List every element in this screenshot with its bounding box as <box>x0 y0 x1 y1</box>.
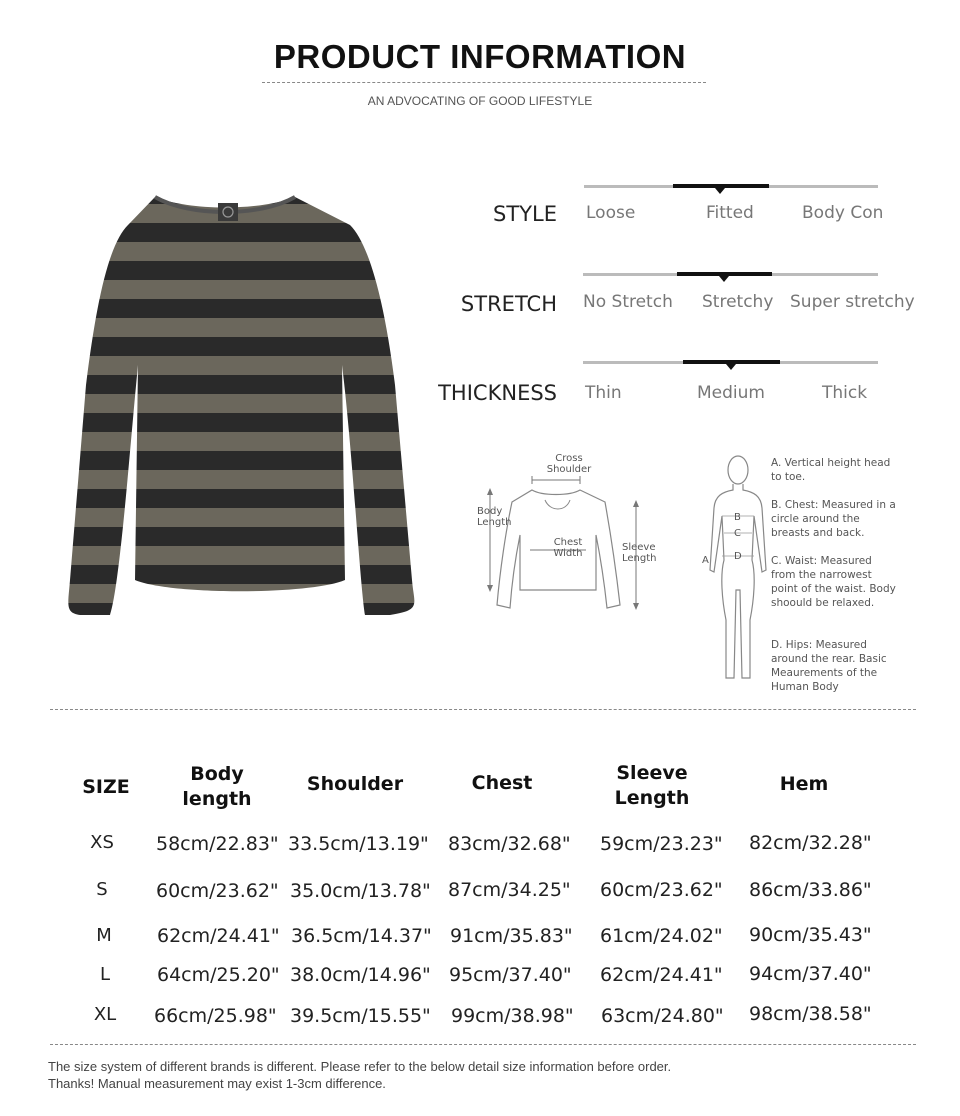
table-cell: 95cm/37.40" <box>449 964 572 986</box>
footer-note-2: Thanks! Manual measurement may exist 1-3cm difference. <box>48 1076 386 1091</box>
sleeve-length-label: Sleeve Length <box>622 542 657 564</box>
table-cell: 39.5cm/15.55" <box>290 1005 431 1027</box>
table-cell: 61cm/24.02" <box>600 925 723 947</box>
note-d: D. Hips: Measured around the rear. Basic Meaurements of the Human Body <box>771 639 887 693</box>
stretch-option-none: No Stretch <box>583 292 673 312</box>
table-row-size: XL <box>93 1004 117 1025</box>
header-hem: Hem <box>779 773 829 795</box>
striped-shirt-image <box>60 185 430 625</box>
table-cell: 99cm/38.98" <box>451 1005 574 1027</box>
table-cell: 62cm/24.41" <box>600 964 723 986</box>
stretch-label: STRETCH <box>460 292 557 316</box>
table-row-size: M <box>96 925 112 946</box>
header-chest: Chest <box>471 772 533 794</box>
cross-shoulder-label: Cross Shoulder <box>546 453 592 475</box>
table-cell: 63cm/24.80" <box>601 1005 724 1027</box>
table-cell: 98cm/38.58" <box>749 1003 872 1025</box>
table-cell: 58cm/22.83" <box>156 833 279 855</box>
marker-b: B <box>734 512 741 523</box>
page-title: PRODUCT INFORMATION <box>273 38 687 75</box>
table-cell: 60cm/23.62" <box>600 879 723 901</box>
note-a: A. Vertical height head to toe. <box>771 457 891 483</box>
table-cell: 33.5cm/13.19" <box>288 833 429 855</box>
thickness-option-medium: Medium <box>697 383 765 403</box>
style-option-bodycon: Body Con <box>802 203 884 223</box>
table-cell: 82cm/32.28" <box>749 832 872 854</box>
header-size: SIZE <box>82 776 130 798</box>
table-cell: 87cm/34.25" <box>448 879 571 901</box>
table-cell: 64cm/25.20" <box>157 964 280 986</box>
garment-measure-diagram <box>470 450 660 620</box>
title-divider <box>262 82 706 83</box>
stretch-option-stretchy: Stretchy <box>702 292 774 312</box>
table-cell: 35.0cm/13.78" <box>290 880 431 902</box>
thickness-marker-icon <box>726 364 736 370</box>
marker-d: D <box>734 551 742 562</box>
thickness-label: THICKNESS <box>438 381 557 405</box>
note-c: C. Waist: Measured from the narrowest point of the waist. Body shoould be relaxed. <box>771 555 896 609</box>
table-cell: 38.0cm/14.96" <box>290 964 431 986</box>
table-cell: 94cm/37.40" <box>749 963 872 985</box>
header-sleeve-length: Sleeve Length <box>614 762 690 809</box>
table-cell: 91cm/35.83" <box>450 925 573 947</box>
table-cell: 62cm/24.41" <box>157 925 280 947</box>
table-row-size: L <box>99 964 111 985</box>
header-shoulder: Shoulder <box>306 773 404 795</box>
marker-a: A <box>702 555 709 566</box>
human-body-diagram <box>700 450 770 688</box>
header-body-length: Body length <box>182 763 252 810</box>
stretch-option-super: Super stretchy <box>790 292 915 312</box>
style-option-loose: Loose <box>586 203 636 223</box>
table-cell: 83cm/32.68" <box>448 833 571 855</box>
style-marker-icon <box>715 188 725 194</box>
table-cell: 60cm/23.62" <box>156 880 279 902</box>
chest-width-label: Chest Width <box>553 537 583 559</box>
table-cell: 86cm/33.86" <box>749 879 872 901</box>
thickness-option-thin: Thin <box>585 383 622 403</box>
note-b: B. Chest: Measured in a circle around the breasts and back. <box>771 499 896 539</box>
table-row-size: XS <box>90 832 114 853</box>
style-option-fitted: Fitted <box>706 203 754 223</box>
style-label: STYLE <box>493 202 557 226</box>
marker-c: C <box>734 528 741 539</box>
body-length-label: Body Length <box>477 506 512 528</box>
table-cell: 59cm/23.23" <box>600 833 723 855</box>
section-divider <box>50 709 916 710</box>
table-cell: 90cm/35.43" <box>749 924 872 946</box>
page-subtitle: AN ADVOCATING OF GOOD LIFESTYLE <box>367 94 593 108</box>
table-cell: 66cm/25.98" <box>154 1005 277 1027</box>
table-cell: 36.5cm/14.37" <box>291 925 432 947</box>
footer-divider <box>50 1044 916 1045</box>
footer-note-1: The size system of different brands is different. Please refer to the below detail size information before order. <box>48 1059 672 1074</box>
table-row-size: S <box>96 879 108 900</box>
stretch-marker-icon <box>719 276 729 282</box>
thickness-option-thick: Thick <box>822 383 868 403</box>
